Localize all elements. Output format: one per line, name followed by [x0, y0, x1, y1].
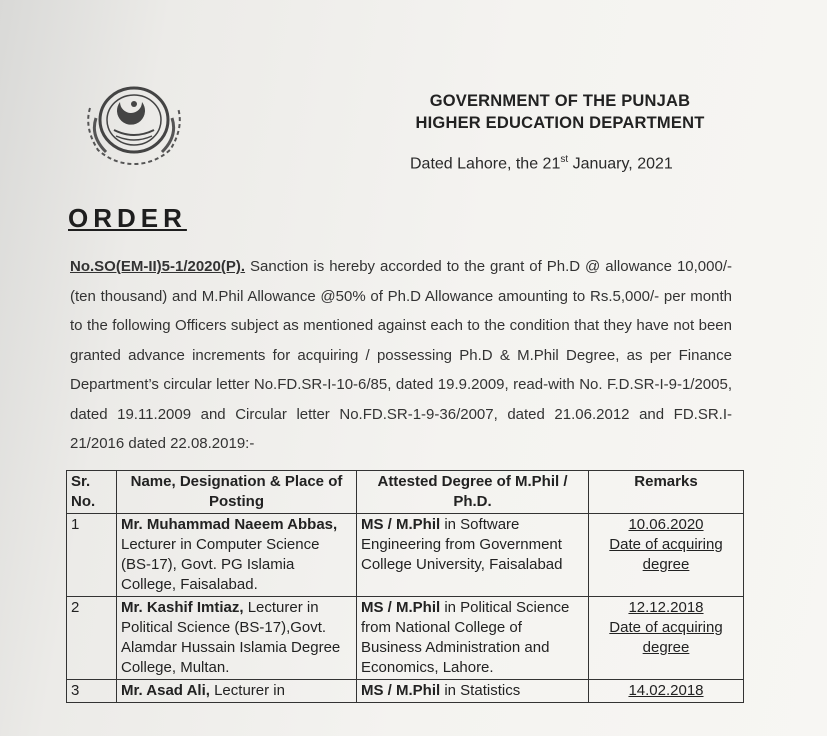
order-paragraph: [70, 252, 732, 459]
dated-suffix: January, 2021: [568, 155, 673, 173]
remark-date: 10.06.2020: [628, 516, 704, 533]
officer-name: Mr. Asad Ali,: [121, 682, 210, 699]
order-reference: No.SO(EM-II)5-1/2020(P).: [70, 258, 246, 275]
degree-type: MS / M.Phil: [361, 682, 441, 699]
degree-type: MS / M.Phil: [361, 516, 441, 533]
row-remarks-cell: [589, 597, 744, 680]
row-sr: 3: [67, 680, 117, 703]
officer-designation: Lecturer in Political Science (BS-17),Govt. Alamdar Hussain Islamia Degree College, Multan.: [121, 599, 341, 676]
dated-sup: st: [560, 154, 569, 165]
order-title: ORDER: [68, 203, 187, 233]
table-header-row: [67, 471, 744, 514]
table-row: [67, 597, 744, 680]
order-text: Sanction is hereby accorded to the grant of Ph.D @ allowance 10,000/- (ten thousand) and M.Phil Allowance @50% of Ph.D Allowance amounting to Rs.5,000/- per month to the following Officers subject as mentioned against each to the condition that they have not been granted advance increments for acquiring / possessing Ph.D & M.Phil Degree, as per Finance Department’s circular letter No.FD.SR-I-10-6/85, dated 19.9.2009, read-with No. F.D.SR-I-9-1/2005, dated 19.11.2009 and Circular letter No.FD.SR-1-9-36/2007, dated 21.06.2012 and FD.SR.I-21/2016 dated 22.08.2019:-: [70, 258, 732, 452]
officer-designation: Lecturer in Computer Science (BS-17), Govt. PG Islamia College, Faisalabad.: [121, 536, 320, 593]
header-department: HIGHER EDUCATION DEPARTMENT: [415, 114, 705, 132]
row-name-cell: [117, 597, 357, 680]
remark-text: Date of acquiring degree: [609, 536, 723, 573]
row-sr: 2: [67, 597, 117, 680]
remark-date: 12.12.2018: [628, 599, 704, 616]
officer-name: Mr. Kashif Imtiaz,: [121, 599, 244, 616]
row-degree-cell: [357, 680, 589, 703]
document-header: [360, 90, 760, 134]
row-name-cell: [117, 680, 357, 703]
officers-table: [66, 470, 744, 703]
degree-detail: in Statistics: [440, 682, 521, 699]
row-remarks-cell: [589, 514, 744, 597]
header-degree: Attested Degree of M.Phil / Ph.D.: [357, 471, 589, 514]
officer-designation: Lecturer in: [209, 682, 285, 699]
header-sr: Sr. No.: [67, 471, 117, 514]
header-remarks: Remarks: [589, 471, 744, 514]
table-row: [67, 680, 744, 703]
row-remarks-cell: [589, 680, 744, 703]
degree-detail: in Political Science from National College of Business Administration and Economics, Lahore.: [361, 599, 570, 676]
degree-detail: in Software Engineering from Government College University, Faisalabad: [361, 516, 563, 573]
header-government: GOVERNMENT OF THE PUNJAB: [429, 92, 691, 110]
table-row: [67, 514, 744, 597]
officer-name: Mr. Muhammad Naeem Abbas,: [121, 516, 338, 533]
row-sr: 1: [67, 514, 117, 597]
header-name: Name, Designation & Place of Posting: [117, 471, 357, 514]
degree-type: MS / M.Phil: [361, 599, 441, 616]
dated-line: [410, 154, 673, 173]
row-name-cell: [117, 514, 357, 597]
remark-text: Date of acquiring degree: [609, 619, 723, 656]
remark-date: 14.02.2018: [628, 682, 704, 699]
row-degree-cell: [357, 597, 589, 680]
row-degree-cell: [357, 514, 589, 597]
dated-prefix: Dated Lahore, the 21: [410, 155, 561, 173]
punjab-seal-logo: [80, 78, 188, 168]
